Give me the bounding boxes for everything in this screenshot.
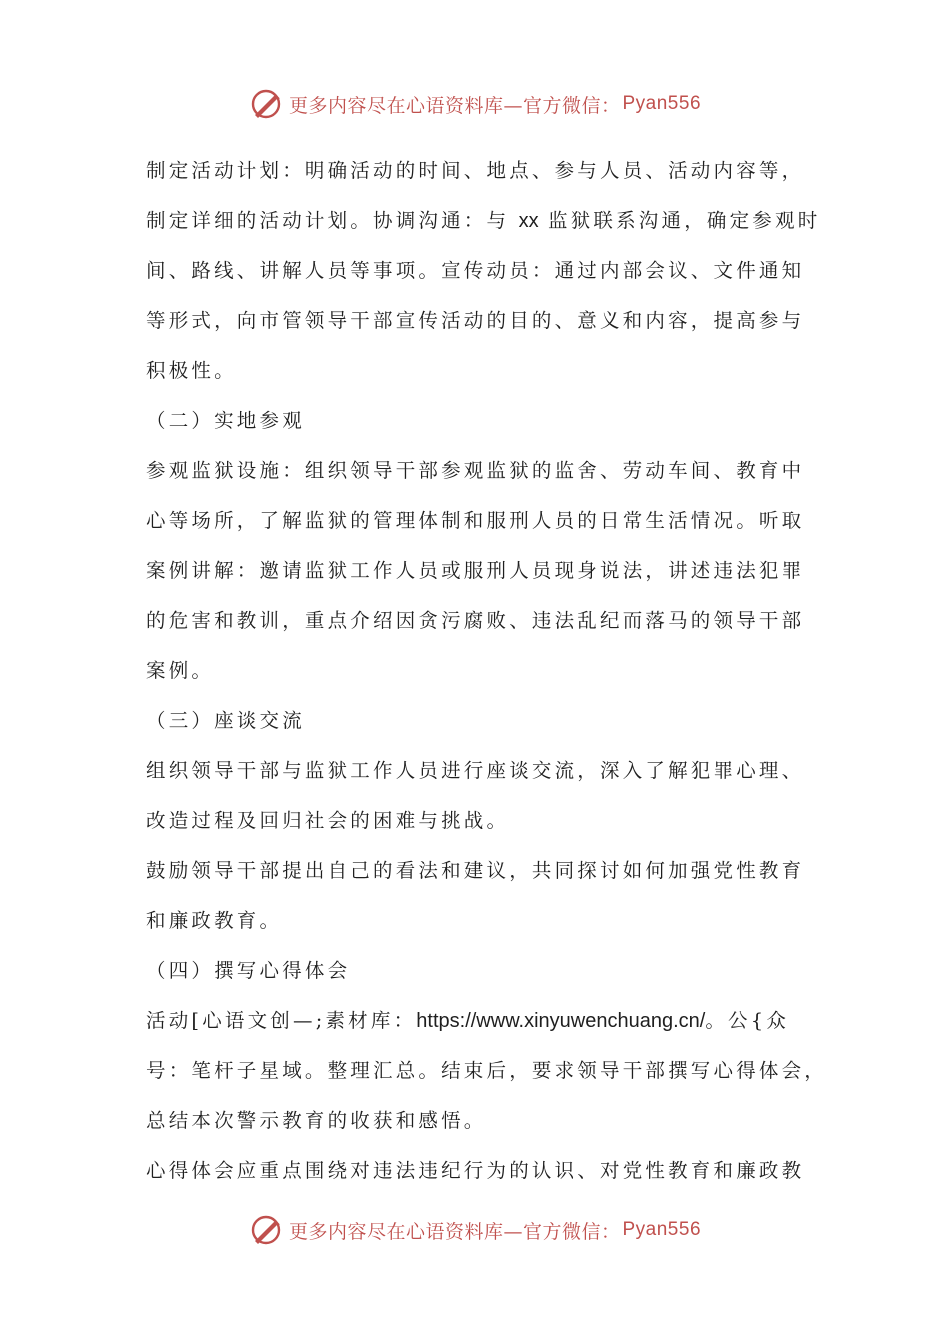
text-line: 案例讲解：邀请监狱工作人员或服刑人员现身说法，讲述违法犯罪: [146, 559, 805, 582]
pen-circle-icon: [249, 87, 283, 121]
text-line: 改造过程及回归社会的困难与挑战。: [146, 809, 510, 832]
footer-banner: [0, 1208, 950, 1252]
section-heading: （四）撰写心得体会: [146, 959, 351, 982]
header-banner: [0, 82, 950, 126]
text-line: 心得体会应重点围绕对违法违纪行为的认识、对党性教育和廉政教: [146, 1159, 805, 1182]
header-wechat-id: Pyan556: [622, 93, 702, 114]
footer-wechat-id: Pyan556: [622, 1219, 702, 1240]
text-line: 制定详细的活动计划。协调沟通：与 xx 监狱联系沟通，确定参观时: [146, 209, 821, 232]
text-line: 等形式，向市管领导干部宣传活动的目的、意义和内容，提高参与: [146, 309, 805, 332]
text-line: 参观监狱设施：组织领导干部参观监狱的监舍、劳动车间、教育中: [146, 459, 805, 482]
text-line: 心等场所，了解监狱的管理体制和服刑人员的日常生活情况。听取: [146, 509, 805, 532]
url-text: https://www.xinyuwenchuang.cn/: [416, 1010, 706, 1032]
text-line: 积极性。: [146, 359, 237, 382]
text-line: 总结本次警示教育的收获和感悟。: [146, 1109, 487, 1132]
text-line: 间、路线、讲解人员等事项。宣传动员：通过内部会议、文件通知: [146, 259, 805, 282]
text-line: 鼓励领导干部提出自己的看法和建议，共同探讨如何加强党性教育: [146, 859, 805, 882]
section-heading: （二）实地参观: [146, 409, 305, 432]
text-line: 和廉政教育。: [146, 909, 283, 932]
footer-brand-text: 更多内容尽在心语资料库—官方微信：: [288, 1220, 621, 1243]
text-line: 组织领导干部与监狱工作人员进行座谈交流，深入了解犯罪心理、: [146, 759, 805, 782]
text-line: 制定活动计划：明确活动的时间、地点、参与人员、活动内容等，: [146, 159, 805, 182]
text-line: 活动[心语文创—;素材库：https://www.xinyuwenchuang.cn/。公{众: [146, 1009, 790, 1032]
text-line: 号：笔杆子星域。整理汇总。结束后，要求领导干部撰写心得体会，: [146, 1059, 828, 1082]
text-line: 的危害和教训，重点介绍因贪污腐败、违法乱纪而落马的领导干部: [146, 609, 805, 632]
text-line: 案例。: [146, 659, 215, 682]
header-brand-text: 更多内容尽在心语资料库—官方微信：: [288, 94, 621, 117]
pen-circle-icon: [249, 1213, 283, 1247]
document-body: [146, 146, 828, 1196]
section-heading: （三）座谈交流: [146, 709, 305, 732]
